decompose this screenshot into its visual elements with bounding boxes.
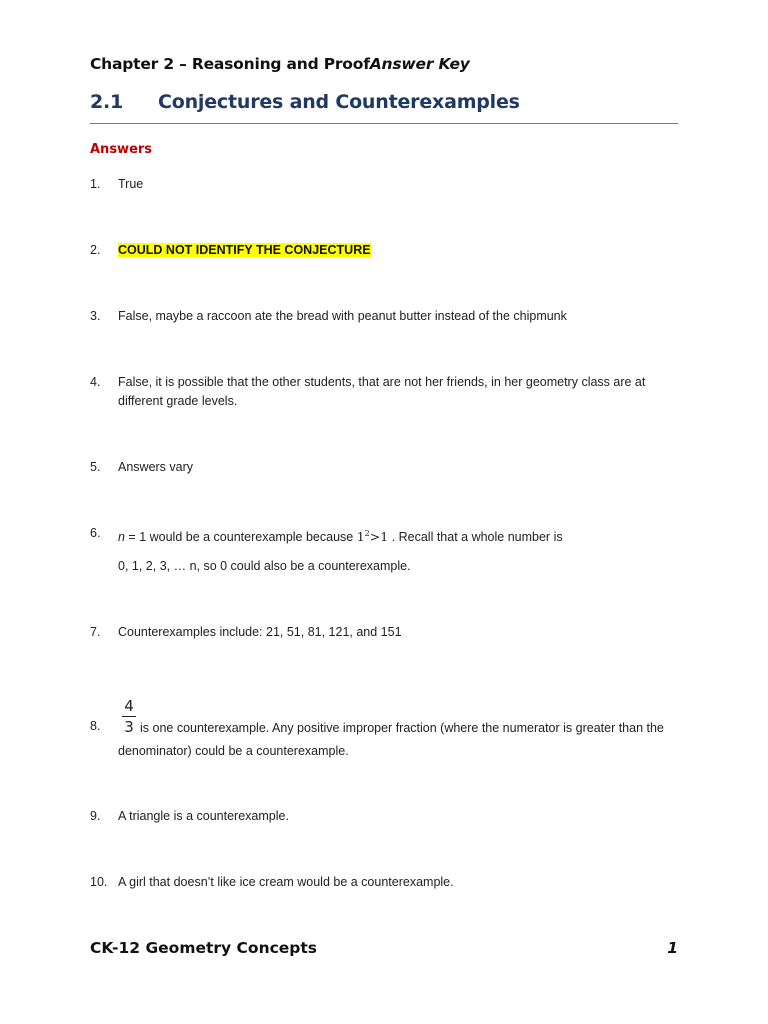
item-number: 2. xyxy=(90,243,101,257)
chapter-title: Chapter 2 – Reasoning and Proof xyxy=(90,55,370,73)
item-text: A girl that doesn’t like ice cream would be a counterexample. xyxy=(118,875,454,889)
highlighted-note: COULD NOT IDENTIFY THE CONJECTURE xyxy=(118,243,371,257)
answers-label: Answers xyxy=(90,142,153,157)
item-text: 0, 1, 2, 3, … n, so 0 could also be a counterexample. xyxy=(118,559,411,573)
section-number: 2.1 xyxy=(90,91,124,113)
section-heading xyxy=(90,91,678,113)
answer-key-label: Answer Key xyxy=(369,55,470,73)
item-number: 10. xyxy=(90,875,108,889)
item-text: Answers vary xyxy=(118,460,194,474)
item-number: 3. xyxy=(90,309,101,323)
chapter-header xyxy=(90,55,470,73)
item-text: n = 1 would be a counterexample because $1^2>1$ . Recall that a whole number is xyxy=(118,529,563,545)
item-text: False, it is possible that the other students, that are not her friends, in her geometry class are at different grade levels. xyxy=(118,375,646,408)
heading-rule xyxy=(90,123,678,124)
item-number: 8. xyxy=(90,719,101,733)
item-number: 9. xyxy=(90,809,101,823)
item-text: Counterexamples include: 21, 51, 81, 121, and 151 xyxy=(118,625,402,639)
item-number: 6. xyxy=(90,526,101,540)
item-text: False, maybe a raccoon ate the bread with peanut butter instead of the chipmunk xyxy=(118,309,567,323)
section-title: Conjectures and Counterexamples xyxy=(158,91,520,113)
inequality-expression: $1^2>1$ xyxy=(356,529,389,545)
item-number: 5. xyxy=(90,460,101,474)
item-number: 4. xyxy=(90,375,101,389)
fraction-numerator: 4 xyxy=(124,697,134,715)
fraction-denominator: 3 xyxy=(124,718,134,736)
item-text: A triangle is a counterexample. xyxy=(118,809,289,823)
footer-title: CK-12 Geometry Concepts xyxy=(90,939,318,957)
item-text: True xyxy=(118,177,144,191)
item-number: 1. xyxy=(90,177,101,191)
item-text: is one counterexample. Any positive improper fraction (where the numerator is greater than the denominator) could be a counterexample. xyxy=(118,721,664,758)
variable-n: n xyxy=(118,530,125,545)
page-number: 1 xyxy=(667,939,678,957)
item-number: 7. xyxy=(90,625,101,639)
